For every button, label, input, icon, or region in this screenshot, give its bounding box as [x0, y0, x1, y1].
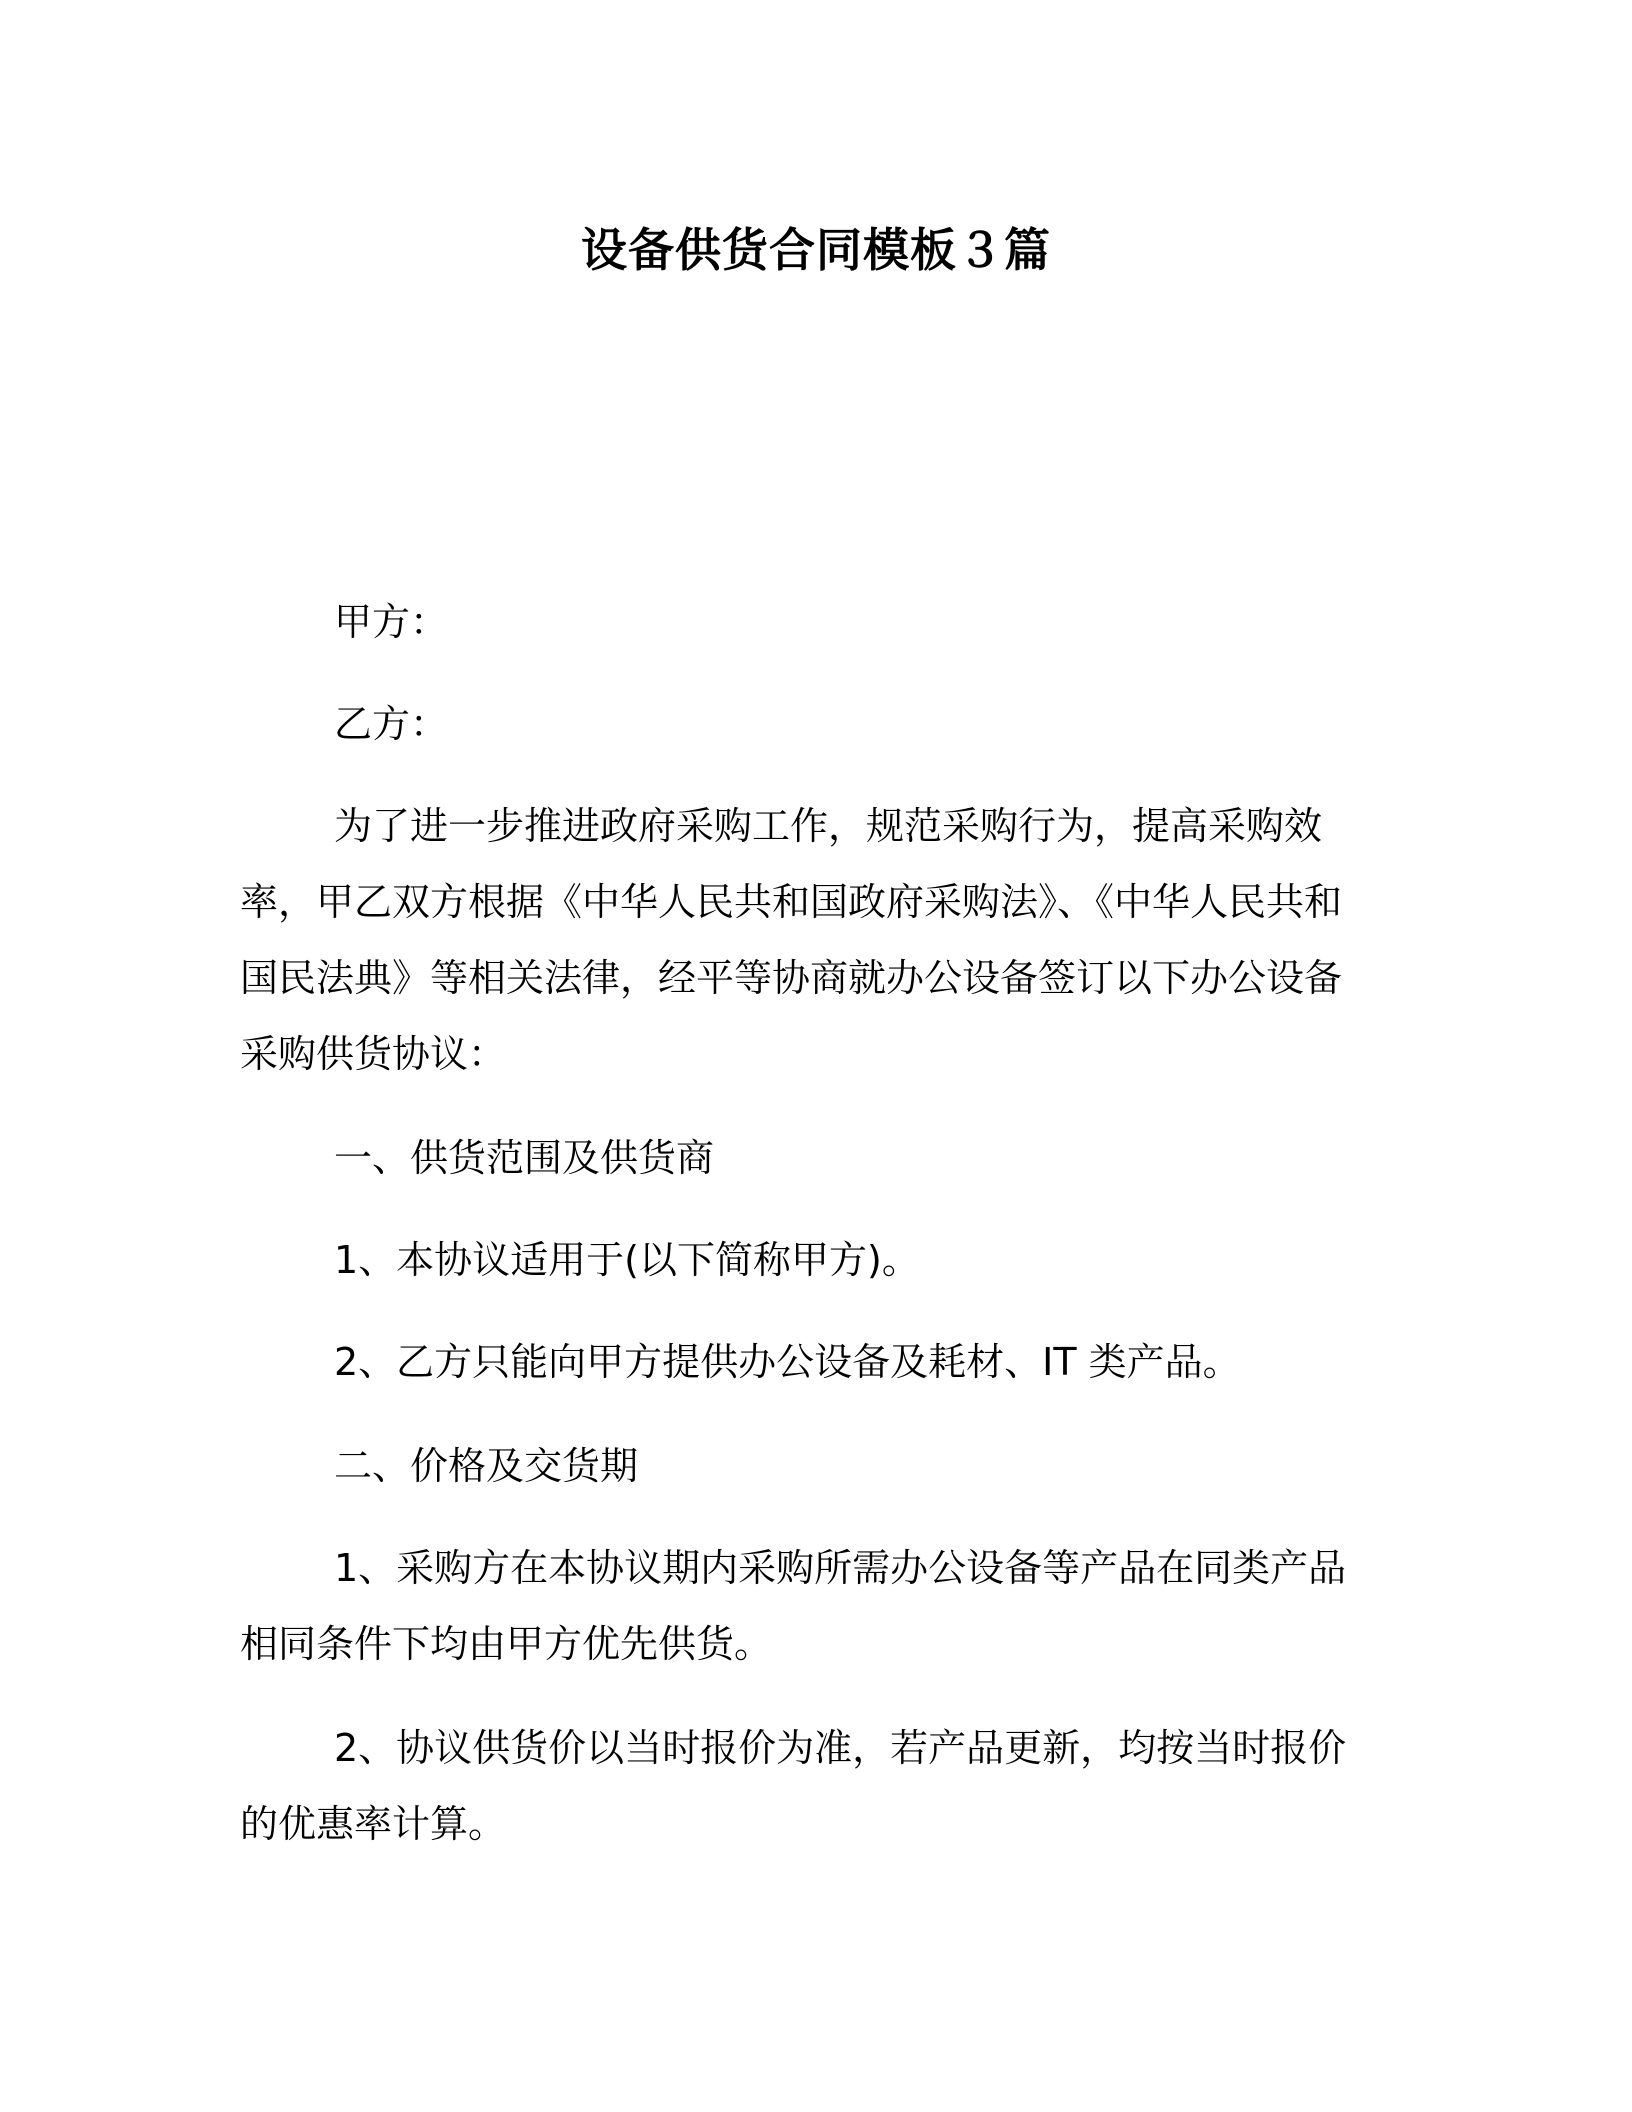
clause-2-2: 2、协议供货价以当时报价为准，若产品更新，均按当时报价的优惠率计算。 — [240, 1726, 1347, 1846]
preamble-paragraph: 为了进一步推进政府采购工作，规范采购行为，提高采购效率，甲乙双方根据《中华人民共和国政府采购法》、《中华人民共和国民法典》等相关法律，经平等协商就办公设备签订以下办公设备采购供货协议： — [240, 804, 1343, 1076]
party-a-line: 甲方： — [334, 600, 449, 644]
party-b-line: 乙方： — [334, 702, 449, 746]
document-title: 设备供货合同模板３篇 — [581, 223, 1051, 277]
section-heading-2: 二、价格及交货期 — [334, 1444, 639, 1488]
clause-1-1: 1、本协议适用于(以下简称甲方)。 — [334, 1238, 920, 1282]
clause-2-1: 1、采购方在本协议期内采购所需办公设备等产品在同类产品相同条件下均由甲方优先供货。 — [240, 1546, 1347, 1666]
clause-1-2: 2、乙方只能向甲方提供办公设备及耗材、IT 类产品。 — [334, 1340, 1241, 1384]
section-heading-1: 一、供货范围及供货商 — [334, 1136, 715, 1180]
